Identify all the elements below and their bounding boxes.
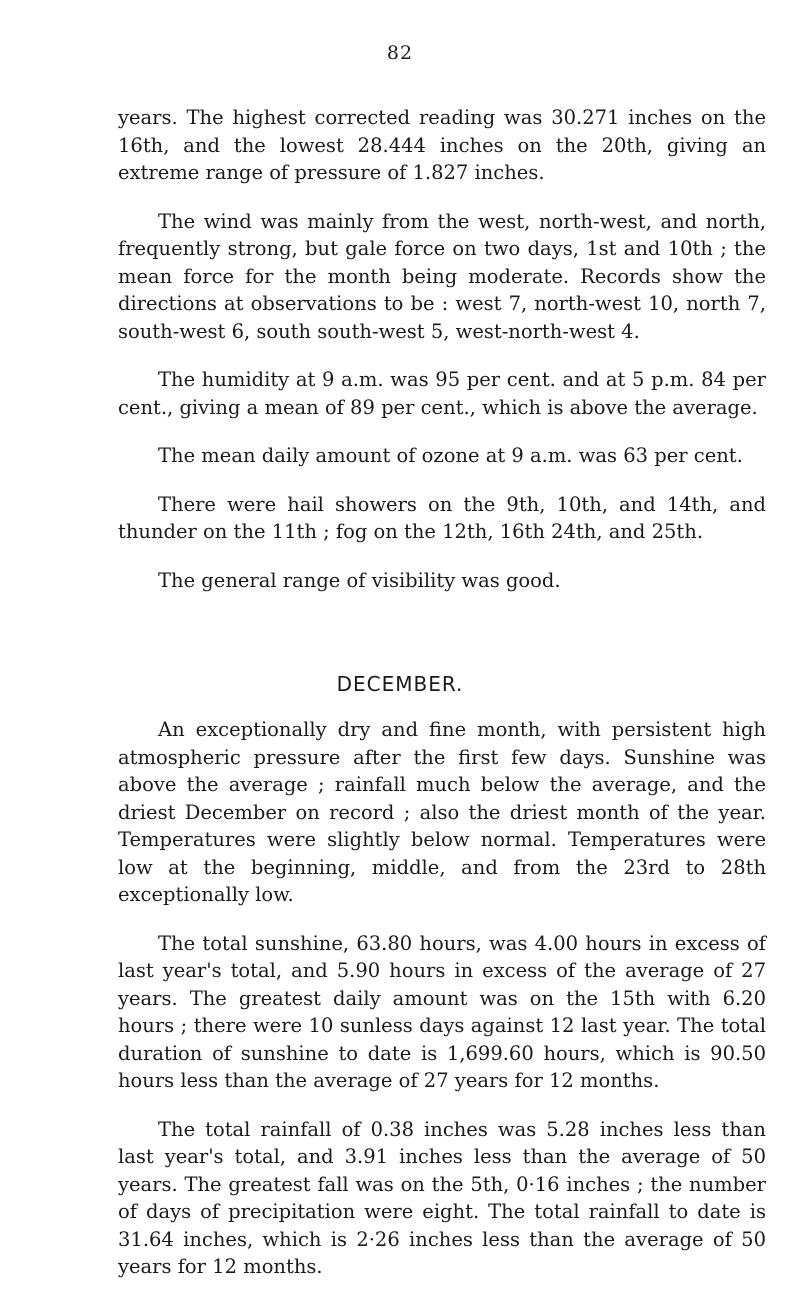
weather-events-paragraph: There were hail showers on the 9th, 10th, and 14th, and thunder on the 11th ; fog on the 12th, 16th 24th, and 25th.	[118, 492, 766, 543]
rainfall-paragraph: The total rainfall of 0.38 inches was 5.28 inches less than last year's total, and 3.91 inches less than the average of 50 years. The greatest fall was on the 5th, 0·16 inches ; the number of days of precipitation were eight. The total rainfall to date is 31.64 inches, which is 2·26 inches less than the average of 50 years for 12 months.	[118, 1117, 766, 1278]
page-number: 82	[386, 42, 414, 64]
visibility-paragraph: The general range of visibility was good.	[158, 568, 561, 592]
ozone-paragraph: The mean daily amount of ozone at 9 a.m. was 63 per cent.	[158, 444, 743, 467]
november-section	[118, 104, 766, 615]
december-summary-paragraph: An exceptionally dry and fine month, with persistent high atmospheric pressure after the first few days. Sunshine was above the average ; rainfall much below the average, and the driest December on record ; also the driest month of the year. Temperatures were slightly below normal. Temperatures were low at the beginning, middle, and from the 23rd to 28th exceptionally low.	[118, 718, 766, 906]
wind-paragraph: The wind was mainly from the west, north-west, and north, frequently strong, but gale force on two days, 1st and 10th ; the mean force for the month being moderate. Records show the directions at observations to be : west 7, north-west 10, north 7, south-west 6, south south-west 5, west-north-west 4.	[118, 209, 766, 343]
sunshine-paragraph: The total sunshine, 63.80 hours, was 4.00 hours in excess of last year's total, and 5.90 hours in excess of the average of 27 years. The greatest daily amount was on the 15th with 6.20 hours ; there were 10 sunless days against 12 last year. The total duration of sunshine to date is 1,699.60 hours, which is 90.50 hours less than the average of 27 years for 12 months.	[118, 931, 766, 1092]
december-section	[118, 716, 766, 1302]
pressure-paragraph: years. The highest corrected reading was 30.271 inches on the 16th, and the lowest 28.444 inches on the 20th, giving an extreme range of pressure of 1.827 inches.	[118, 106, 766, 184]
humidity-paragraph: The humidity at 9 a.m. was 95 per cent. and at 5 p.m. 84 per cent., giving a mean of 89 per cent., which is above the average.	[118, 368, 766, 419]
december-heading: DECEMBER.	[336, 672, 464, 696]
